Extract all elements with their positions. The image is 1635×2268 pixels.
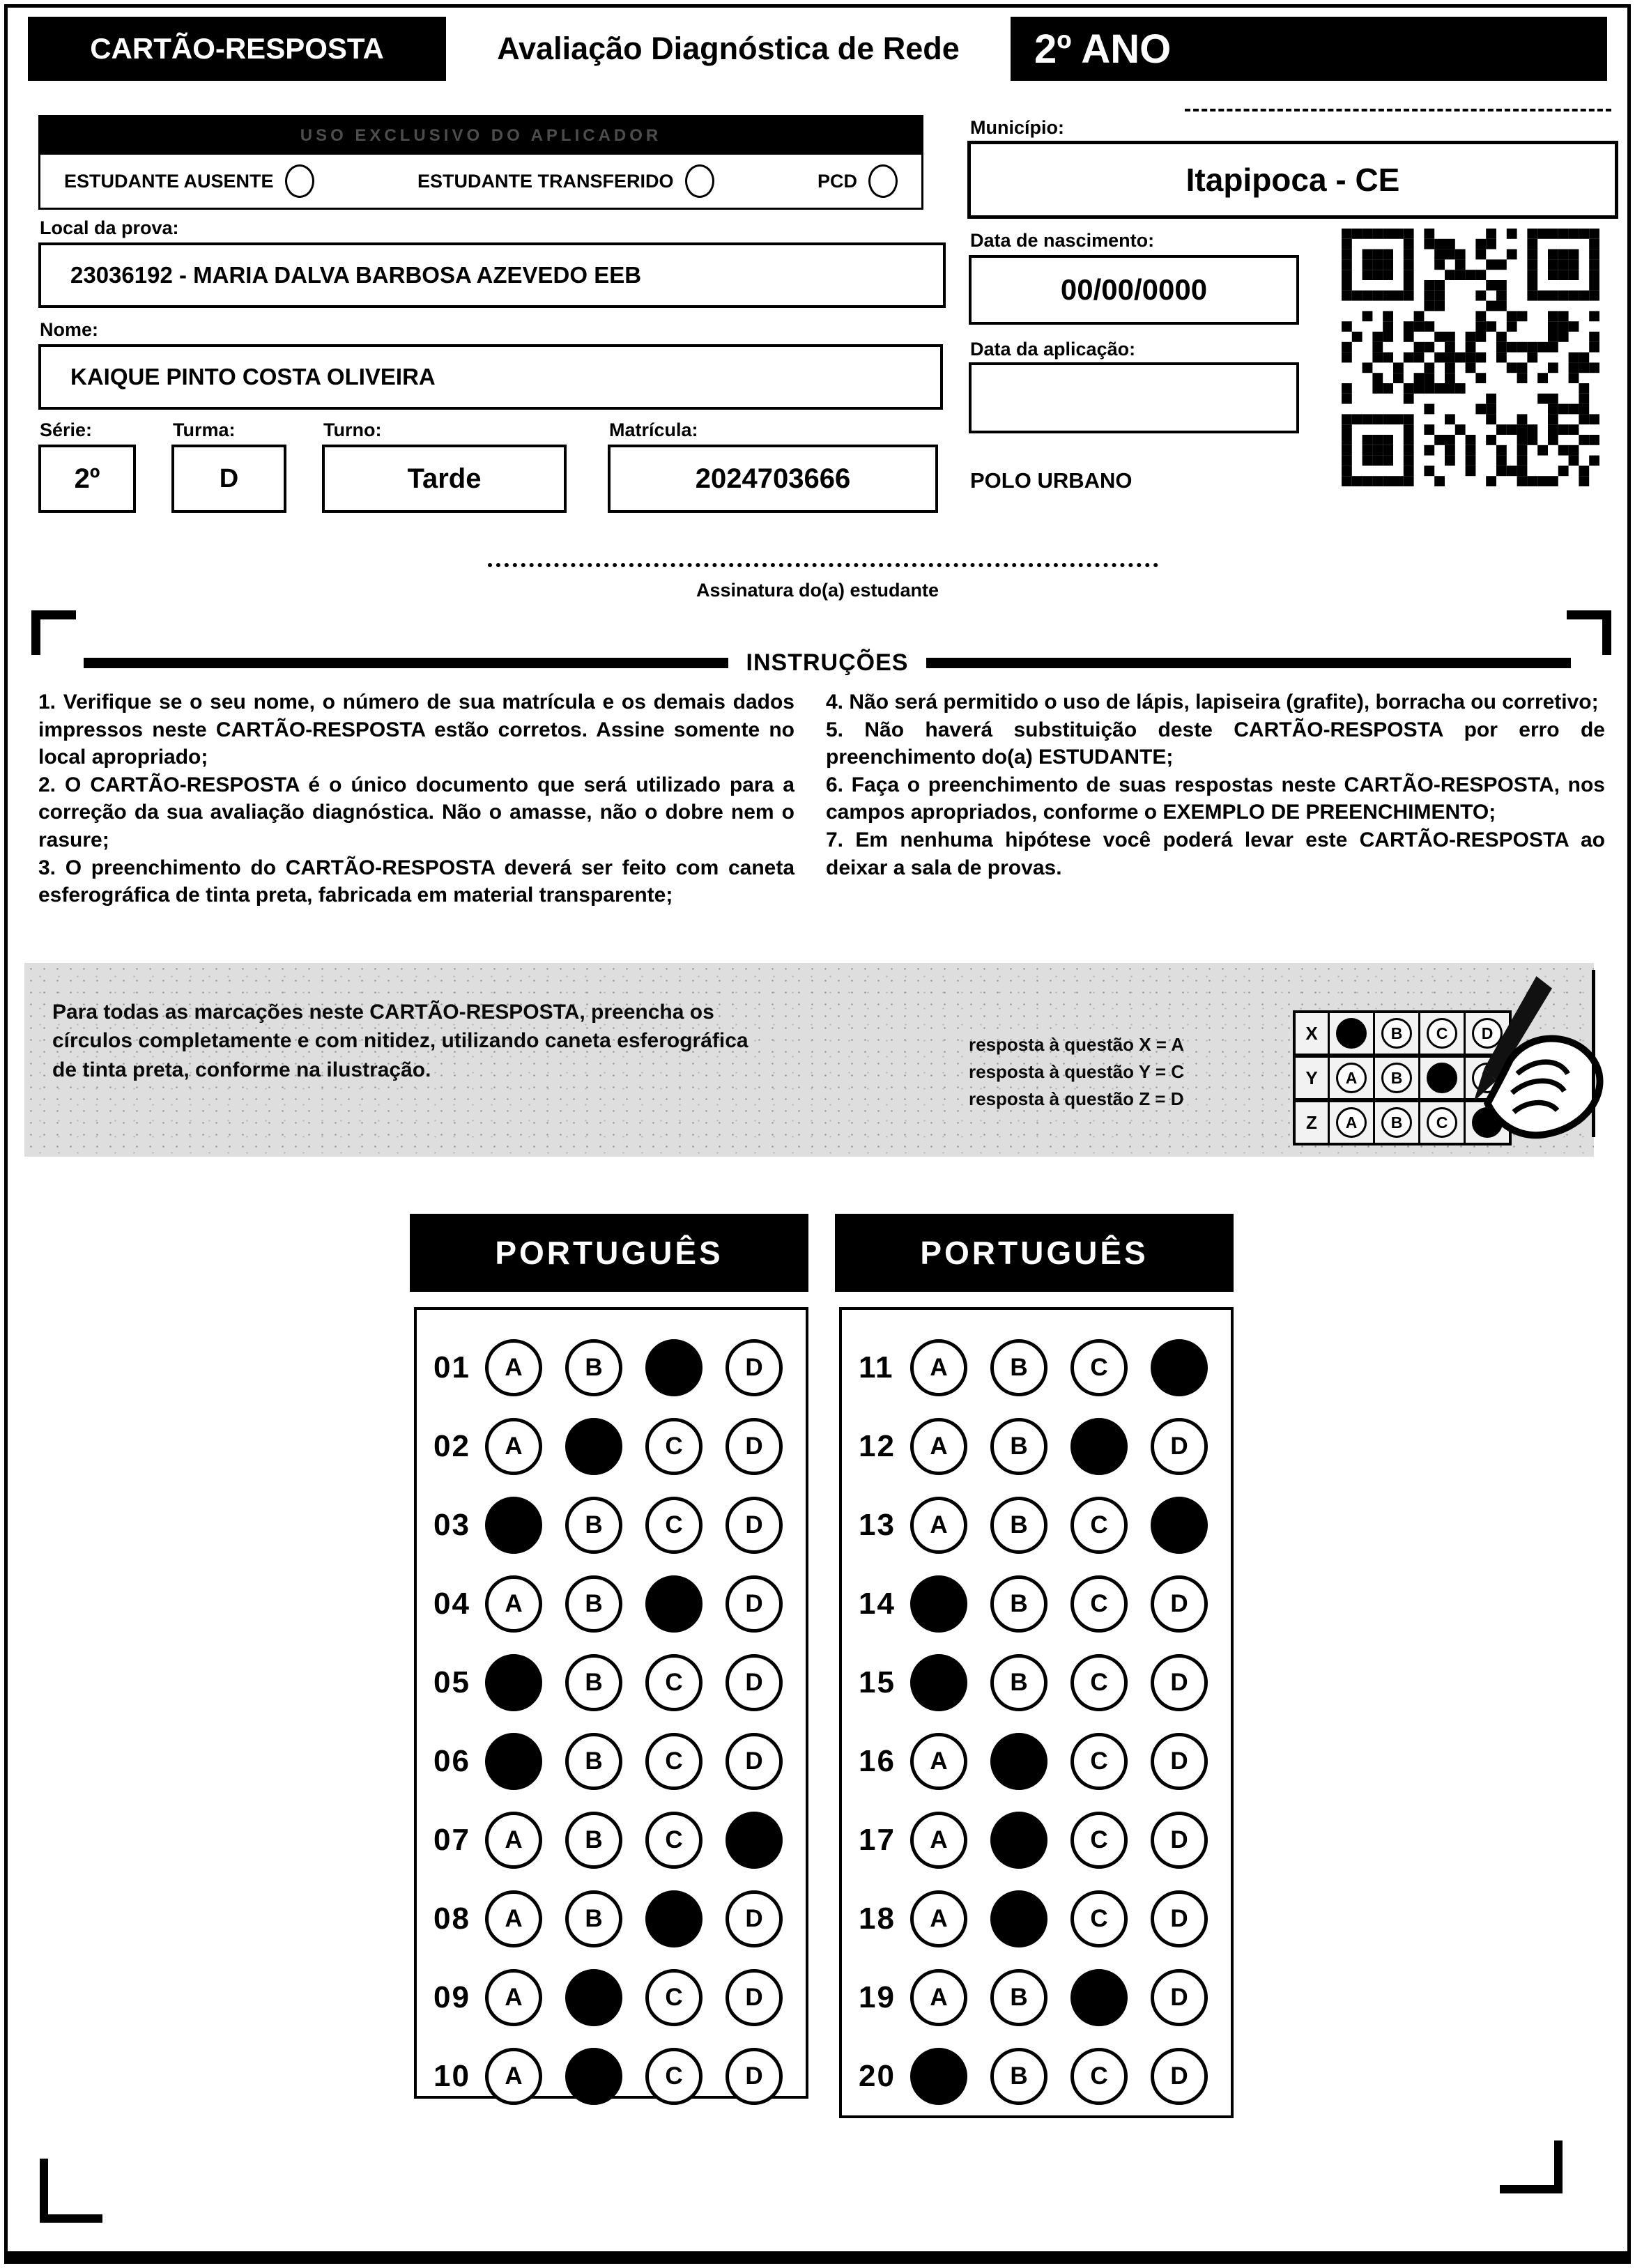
question-number: 17: [859, 1822, 896, 1857]
signature-line[interactable]: [488, 563, 1158, 567]
answer-bubble-08-D[interactable]: D: [726, 1890, 783, 1947]
answer-block-2: [839, 1307, 1234, 2118]
example-question-label: Y: [1296, 1058, 1330, 1098]
nome-field: [38, 344, 943, 410]
serie-label: Série:: [40, 419, 93, 440]
answer-bubble-06-A[interactable]: [485, 1733, 542, 1790]
corner-mark-bottom-left: [40, 2214, 102, 2223]
answer-bubble-17-C[interactable]: C: [1070, 1812, 1128, 1869]
instruction-item: 1. Verifique se o seu nome, o número de sua matrícula e os demais dados impressos neste CARTÃO-RESPOSTA estão corretos. Assine somente no local apropriado;: [38, 691, 795, 769]
nascimento-label: Data de nascimento:: [970, 230, 1155, 251]
answer-bubble-19-A[interactable]: A: [910, 1969, 967, 2026]
turma-value: D: [219, 463, 239, 493]
answer-bubble-05-A[interactable]: [485, 1654, 542, 1711]
answer-bubble-07-A[interactable]: A: [485, 1812, 542, 1869]
example-question-label: Z: [1296, 1102, 1330, 1143]
question-number: 07: [433, 1822, 470, 1857]
polo-label: POLO URBANO: [970, 468, 1133, 493]
nascimento-field: [969, 255, 1299, 325]
question-row-20: [842, 2037, 1231, 2115]
answer-bubble-03-B[interactable]: B: [565, 1497, 622, 1554]
instructions-left-column: [38, 688, 795, 909]
answer-bubble-15-C[interactable]: C: [1070, 1654, 1128, 1711]
example-question-label: X: [1296, 1013, 1330, 1054]
exam-title: Avaliação Diagnóstica de Rede: [497, 31, 960, 66]
question-number: 10: [433, 2058, 470, 2093]
answer-bubble-02-D[interactable]: D: [726, 1418, 783, 1475]
example-bubble-Y-A[interactable]: A: [1336, 1063, 1367, 1093]
question-number: 04: [433, 1586, 470, 1621]
answer-bubble-16-D[interactable]: D: [1151, 1733, 1208, 1790]
nome-label: Nome:: [40, 319, 99, 340]
answer-bubble-13-A[interactable]: A: [910, 1497, 967, 1554]
example-cell: [1375, 1013, 1420, 1054]
corner-mark-top-left: [31, 610, 76, 619]
answer-bubble-18-B[interactable]: [990, 1890, 1047, 1947]
question-number: 03: [433, 1507, 470, 1542]
question-number: 18: [859, 1901, 896, 1936]
card-title: CARTÃO-RESPOSTA: [90, 32, 384, 65]
answer-bubble-06-B[interactable]: B: [565, 1733, 622, 1790]
answer-bubble-16-A[interactable]: A: [910, 1733, 967, 1790]
matricula-value: 2024703666: [695, 463, 851, 494]
example-bubble-X-B[interactable]: B: [1381, 1018, 1412, 1049]
answer-bubble-16-C[interactable]: C: [1070, 1733, 1128, 1790]
aplicacao-label: Data da aplicação:: [970, 339, 1136, 360]
legend-line: resposta à questão X = A: [969, 1034, 1184, 1055]
answer-bubble-07-D[interactable]: [726, 1812, 783, 1869]
question-row-01: [417, 1328, 806, 1407]
corner-mark-bottom-left: [40, 2159, 48, 2223]
signature-label: Assinatura do(a) estudante: [696, 580, 939, 601]
answer-bubble-13-B[interactable]: B: [990, 1497, 1047, 1554]
option-estudante-transferido: [417, 164, 714, 198]
answer-bubble-20-D[interactable]: D: [1151, 2048, 1208, 2105]
applicator-bar: [40, 117, 921, 155]
answer-bubble-13-D[interactable]: [1151, 1497, 1208, 1554]
question-row-04: [417, 1564, 806, 1643]
answer-bubble-01-A[interactable]: A: [485, 1339, 542, 1396]
answer-bubble-11-A[interactable]: A: [910, 1339, 967, 1396]
answer-bubble-12-B[interactable]: B: [990, 1418, 1047, 1475]
subject-title: PORTUGUÊS: [495, 1235, 723, 1271]
example-bubble-Z-A[interactable]: A: [1336, 1107, 1367, 1138]
grade-label: 2º ANO: [1034, 26, 1172, 72]
municipio-field: [967, 141, 1618, 219]
municipio-label: Município:: [970, 117, 1064, 138]
strip-right-rule: [1592, 970, 1595, 1137]
answer-bubble-09-D[interactable]: D: [726, 1969, 783, 2026]
subject-header-2: [835, 1214, 1234, 1292]
answer-bubble-10-B[interactable]: [565, 2048, 622, 2105]
answer-bubble-11-D[interactable]: [1151, 1339, 1208, 1396]
option-label: PCD: [817, 170, 857, 192]
example-bubble-Z-B[interactable]: B: [1381, 1107, 1412, 1138]
nome-value: KAIQUE PINTO COSTA OLIVEIRA: [70, 364, 436, 389]
municipio-value: Itapipoca - CE: [1185, 162, 1400, 198]
question-row-03: [417, 1486, 806, 1564]
answer-bubble-07-C[interactable]: C: [645, 1812, 703, 1869]
estudante-ausente-bubble[interactable]: [285, 164, 314, 198]
answer-bubble-18-C[interactable]: C: [1070, 1890, 1128, 1947]
answer-block-1: [414, 1307, 808, 2099]
example-bubble-Z-C[interactable]: C: [1427, 1107, 1457, 1138]
instruction-item: 4. Não será permitido o uso de lápis, lapiseira (grafite), borracha ou corretivo;: [826, 691, 1599, 713]
instructions-header: [84, 648, 1571, 677]
answer-bubble-20-B[interactable]: B: [990, 2048, 1047, 2105]
grade-box: [1011, 17, 1607, 81]
answer-bubble-11-B[interactable]: B: [990, 1339, 1047, 1396]
answer-bubble-20-C[interactable]: C: [1070, 2048, 1128, 2105]
answer-bubble-10-C[interactable]: C: [645, 2048, 703, 2105]
answer-bubble-05-B[interactable]: B: [565, 1654, 622, 1711]
answer-bubble-11-C[interactable]: C: [1070, 1339, 1128, 1396]
question-row-05: [417, 1643, 806, 1722]
answer-bubble-08-C[interactable]: [645, 1890, 703, 1947]
answer-bubble-08-B[interactable]: B: [565, 1890, 622, 1947]
answer-bubble-19-D[interactable]: D: [1151, 1969, 1208, 2026]
answer-bubble-02-B[interactable]: [565, 1418, 622, 1475]
answer-bubble-19-C[interactable]: [1070, 1969, 1128, 2026]
answer-bubble-05-D[interactable]: D: [726, 1654, 783, 1711]
answer-bubble-19-B[interactable]: B: [990, 1969, 1047, 2026]
question-row-11: [842, 1328, 1231, 1407]
question-number: 14: [859, 1586, 896, 1621]
answer-bubble-07-B[interactable]: B: [565, 1812, 622, 1869]
question-row-16: [842, 1722, 1231, 1800]
question-number: 15: [859, 1665, 896, 1699]
instructions-title: INSTRUÇÕES: [746, 649, 909, 676]
answer-bubble-18-D[interactable]: D: [1151, 1890, 1208, 1947]
answer-bubble-06-C[interactable]: C: [645, 1733, 703, 1790]
rule-left: [84, 658, 728, 668]
answer-bubble-14-C[interactable]: C: [1070, 1575, 1128, 1633]
answer-bubble-10-A[interactable]: A: [485, 2048, 542, 2105]
exam-title-box: [446, 17, 1011, 81]
instruction-item: 6. Faça o preenchimento de suas respostas neste CARTÃO-RESPOSTA, nos campos apropriados, conforme o EXEMPLO DE PREENCHIMENTO;: [826, 773, 1605, 824]
question-number: 05: [433, 1665, 470, 1699]
example-cell: [1330, 1013, 1375, 1054]
example-cell: [1375, 1058, 1420, 1098]
fill-example-strip: [24, 963, 1594, 1157]
turma-field: [171, 445, 286, 513]
local-field: [38, 242, 946, 308]
question-row-09: [417, 1958, 806, 2037]
instructions-right-column: [826, 688, 1605, 881]
answer-bubble-16-B[interactable]: [990, 1733, 1047, 1790]
question-number: 01: [433, 1350, 470, 1384]
answer-bubble-01-D[interactable]: D: [726, 1339, 783, 1396]
hand-with-pen-icon: [1437, 970, 1611, 1150]
example-cell: [1330, 1058, 1375, 1098]
aplicacao-field: [969, 362, 1299, 433]
answer-bubble-12-C[interactable]: [1070, 1418, 1128, 1475]
subject-title: PORTUGUÊS: [920, 1235, 1149, 1271]
question-row-15: [842, 1643, 1231, 1722]
answer-bubble-04-B[interactable]: B: [565, 1575, 622, 1633]
question-row-10: [417, 2037, 806, 2115]
example-bubble-X-C[interactable]: C: [1427, 1018, 1457, 1049]
instruction-item: 5. Não haverá substituição deste CARTÃO-RESPOSTA por erro de preenchimento do(a) ESTUDANTE;: [826, 718, 1605, 769]
rule-right: [926, 658, 1571, 668]
instruction-item: 7. Em nenhuma hipótese você poderá levar este CARTÃO-RESPOSTA ao deixar a sala de provas.: [826, 828, 1605, 879]
serie-field: [38, 445, 136, 513]
applicator-bar-title: USO EXCLUSIVO DO APLICADOR: [300, 126, 662, 145]
question-number: 12: [859, 1428, 896, 1463]
answer-bubble-14-B[interactable]: B: [990, 1575, 1047, 1633]
question-number: 19: [859, 1980, 896, 2014]
bottom-edge-bar: [7, 2251, 1628, 2264]
example-cell: [1375, 1102, 1420, 1143]
answer-bubble-09-A[interactable]: A: [485, 1969, 542, 2026]
corner-mark-top-right: [1567, 610, 1611, 619]
matricula-label: Matrícula:: [609, 419, 698, 440]
nascimento-value: 00/00/0000: [1060, 273, 1208, 306]
question-number: 13: [859, 1507, 896, 1542]
question-row-17: [842, 1800, 1231, 1879]
answer-bubble-02-A[interactable]: A: [485, 1418, 542, 1475]
answer-bubble-17-B[interactable]: [990, 1812, 1047, 1869]
answer-bubble-09-C[interactable]: C: [645, 1969, 703, 2026]
answer-bubble-18-A[interactable]: A: [910, 1890, 967, 1947]
question-number: 11: [859, 1350, 894, 1384]
turno-value: Tarde: [407, 463, 482, 494]
answer-bubble-09-B[interactable]: [565, 1969, 622, 2026]
answer-bubble-14-A[interactable]: [910, 1575, 967, 1633]
answer-bubble-03-A[interactable]: [485, 1497, 542, 1554]
local-label: Local da prova:: [40, 217, 179, 238]
matricula-field: [608, 445, 938, 513]
question-number: 16: [859, 1743, 896, 1778]
applicator-options: [40, 155, 921, 208]
question-row-12: [842, 1407, 1231, 1486]
question-number: 20: [859, 2058, 896, 2093]
example-cell: [1330, 1102, 1375, 1143]
answer-bubble-04-D[interactable]: D: [726, 1575, 783, 1633]
question-row-19: [842, 1958, 1231, 2037]
estudante-transferido-bubble[interactable]: [685, 164, 714, 198]
question-row-02: [417, 1407, 806, 1486]
answer-bubble-13-C[interactable]: C: [1070, 1497, 1128, 1554]
subject-header-1: [410, 1214, 808, 1292]
answer-bubble-15-A[interactable]: [910, 1654, 967, 1711]
question-row-13: [842, 1486, 1231, 1564]
answer-bubble-04-A[interactable]: A: [485, 1575, 542, 1633]
question-row-14: [842, 1564, 1231, 1643]
answer-bubble-20-A[interactable]: [910, 2048, 967, 2105]
serie-value: 2º: [74, 463, 100, 494]
turma-label: Turma:: [173, 419, 236, 440]
applicator-section: [38, 115, 923, 210]
answer-bubble-12-A[interactable]: A: [910, 1418, 967, 1475]
corner-mark-bottom-right: [1500, 2185, 1563, 2193]
fill-example-legend: [969, 1031, 1184, 1113]
legend-line: resposta à questão Z = D: [969, 1088, 1184, 1109]
legend-line: resposta à questão Y = C: [969, 1061, 1185, 1082]
question-row-18: [842, 1879, 1231, 1958]
answer-bubble-12-D[interactable]: D: [1151, 1418, 1208, 1475]
question-number: 02: [433, 1428, 470, 1463]
instruction-item: 3. O preenchimento do CARTÃO-RESPOSTA deverá ser feito com caneta esferográfica de tinta preta, fabricada em material transparente;: [38, 856, 795, 907]
answer-bubble-03-C[interactable]: C: [645, 1497, 703, 1554]
instruction-item: 2. O CARTÃO-RESPOSTA é o único documento que será utilizado para a correção da sua avaliação diagnóstica. Não o amasse, não o dobre nem o rasure;: [38, 773, 795, 851]
local-value: 23036192 - MARIA DALVA BARBOSA AZEVEDO EEB: [70, 262, 642, 288]
option-pcd: [817, 164, 898, 198]
example-bubble-X-D[interactable]: D: [1472, 1018, 1503, 1049]
question-row-06: [417, 1722, 806, 1800]
pcd-bubble[interactable]: [868, 164, 898, 198]
answer-bubble-02-C[interactable]: C: [645, 1418, 703, 1475]
answer-bubble-10-D[interactable]: D: [726, 2048, 783, 2105]
example-bubble-Y-B[interactable]: B: [1381, 1063, 1412, 1093]
turno-field: [322, 445, 567, 513]
turno-label: Turno:: [323, 419, 382, 440]
answer-bubble-17-A[interactable]: A: [910, 1812, 967, 1869]
qr-code: [1342, 229, 1599, 486]
question-number: 09: [433, 1980, 470, 2014]
question-number: 08: [433, 1901, 470, 1936]
answer-bubble-15-B[interactable]: B: [990, 1654, 1047, 1711]
answer-bubble-08-A[interactable]: A: [485, 1890, 542, 1947]
option-label: ESTUDANTE TRANSFERIDO: [417, 170, 674, 192]
perforation-dashes: [1185, 109, 1611, 111]
option-label: ESTUDANTE AUSENTE: [64, 170, 274, 192]
answer-bubble-05-C[interactable]: C: [645, 1654, 703, 1711]
example-bubble-X-A[interactable]: [1336, 1018, 1367, 1049]
question-number: 06: [433, 1743, 470, 1778]
answer-bubble-03-D[interactable]: D: [726, 1497, 783, 1554]
question-row-07: [417, 1800, 806, 1879]
option-estudante-ausente: [64, 164, 314, 198]
answer-bubble-15-D[interactable]: D: [1151, 1654, 1208, 1711]
card-title-box: [28, 17, 446, 81]
answer-bubble-01-C[interactable]: [645, 1339, 703, 1396]
question-row-08: [417, 1879, 806, 1958]
answer-bubble-14-D[interactable]: D: [1151, 1575, 1208, 1633]
answer-bubble-17-D[interactable]: D: [1151, 1812, 1208, 1869]
qr-code-svg: [1342, 229, 1599, 486]
answer-bubble-04-C[interactable]: [645, 1575, 703, 1633]
answer-bubble-01-B[interactable]: B: [565, 1339, 622, 1396]
fill-example-text: Para todas as marcações neste CARTÃO-RESPOSTA, preencha os círculos completamente e com nitidez, utilizando caneta esferográfica de tinta preta, conforme na ilustração.: [52, 1001, 749, 1081]
answer-bubble-06-D[interactable]: D: [726, 1733, 783, 1790]
